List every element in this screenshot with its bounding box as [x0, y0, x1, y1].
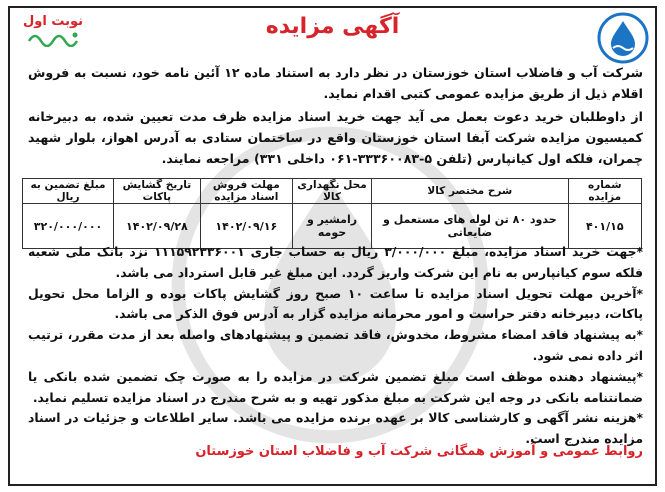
cell-opening-date: ۱۴۰۲/۰۹/۲۸ [114, 204, 201, 249]
col-storage-location: محل نگهداری کالا [292, 179, 371, 204]
cell-auction-number: ۴۰۱/۱۵ [568, 204, 641, 249]
auction-items-table [22, 178, 642, 249]
col-opening-date: تاریخ گشایش پاکات [114, 179, 201, 204]
cell-document-deadline: ۱۴۰۲/۰۹/۱۶ [200, 204, 292, 249]
col-guarantee-amount: مبلغ تضمین به ریال [23, 179, 114, 204]
cell-storage-location: رامشیر و حومه [292, 204, 371, 249]
note-item: *جهت خرید اسناد مزایده، مبلغ ۳/۰۰۰/۰۰۰ ریال به حساب جاری ۱۱۱۵۹۲۳۳۶۰۰۱ نزد بانک ملی شعبه فلکه سوم کیانپارس به نام این شرکت واریز گردد. این مبلغ غیر قابل استرداد می باشد. [28, 244, 644, 280]
intro-paragraph-2: از داوطلبان خرید دعوت بعمل می آید جهت خرید اسناد مزایده ظرف مدت تعیین شده، به دبیرخانه کمیسیون مزایده شرکت آبفا استان خوزستان واقع در ساختمان ستادی به آدرس اهواز، بلوار شهید چمران، فلکه اول کیانپارس (تلفن ۵-۳۳۳۶۰۰۸۳-۰۶۱ داخلی ۳۳۱) مراجعه نمایند. [28, 109, 643, 166]
note-item: *آخرین مهلت تحویل اسناد مزایده تا ساعت ۱۰ صبح روز گشایش پاکات بوده و الزاما محل تحویل پاکات، دبیرخانه دفتر حراست و امور محرمانه مزایده گزار به آدرس فوق الذکر می باشد. [28, 285, 643, 322]
intro-paragraph-1: شرکت آب و فاضلاب استان خوزستان در نظر دارد به استناد ماده ۱۲ آئین نامه خود، نسبت به فروش اقلام ذیل از طریق مزایده عمومی کتبی اقدام نماید. [28, 65, 643, 101]
note-item: *پیشنهاد دهنده موظف است مبلغ تضمین شرکت در مزایده را به صورت چک تضمین شده بانکی یا ضمانتنامه بانکی در وجه این شرکت به مبلغ مذکور تهیه و به شرح مندرج در اسناد مزایده تسلیم نماید. [28, 368, 643, 405]
col-document-deadline: مهلت فروش اسناد مزایده [200, 179, 292, 204]
cell-item-description: حدود ۸۰ تن لوله های مستعمل و ضایعاتی [372, 204, 568, 249]
notes-list [28, 242, 643, 450]
footer-signature: روابط عمومی و آموزش همگانی شرکت آب و فاضلاب استان خوزستان [195, 444, 643, 459]
cell-guarantee-amount: ۳۲۰/۰۰۰/۰۰۰ [23, 204, 114, 249]
note-item: *هزینه نشر آگهی و کارشناسی کالا بر عهده برنده مزایده می باشد. سایر اطلاعات و جزئیات در اسناد مزایده مندرج است. [28, 410, 643, 447]
round-stamp-label: نوبت اول [22, 14, 84, 29]
notice-title: آگهی مزایده [265, 14, 400, 39]
note-item: *به پیشنهاد فاقد امضاء مشروط، مخدوش، فاقد تضمین و پیشنهادهای واصله بعد از مدت مقرر، ترتیب اثر داده نمی شود. [28, 327, 643, 363]
col-auction-number: شماره مزایده [568, 179, 641, 204]
col-item-description: شرح مختصر کالا [372, 179, 568, 204]
table-header-row [23, 179, 642, 204]
